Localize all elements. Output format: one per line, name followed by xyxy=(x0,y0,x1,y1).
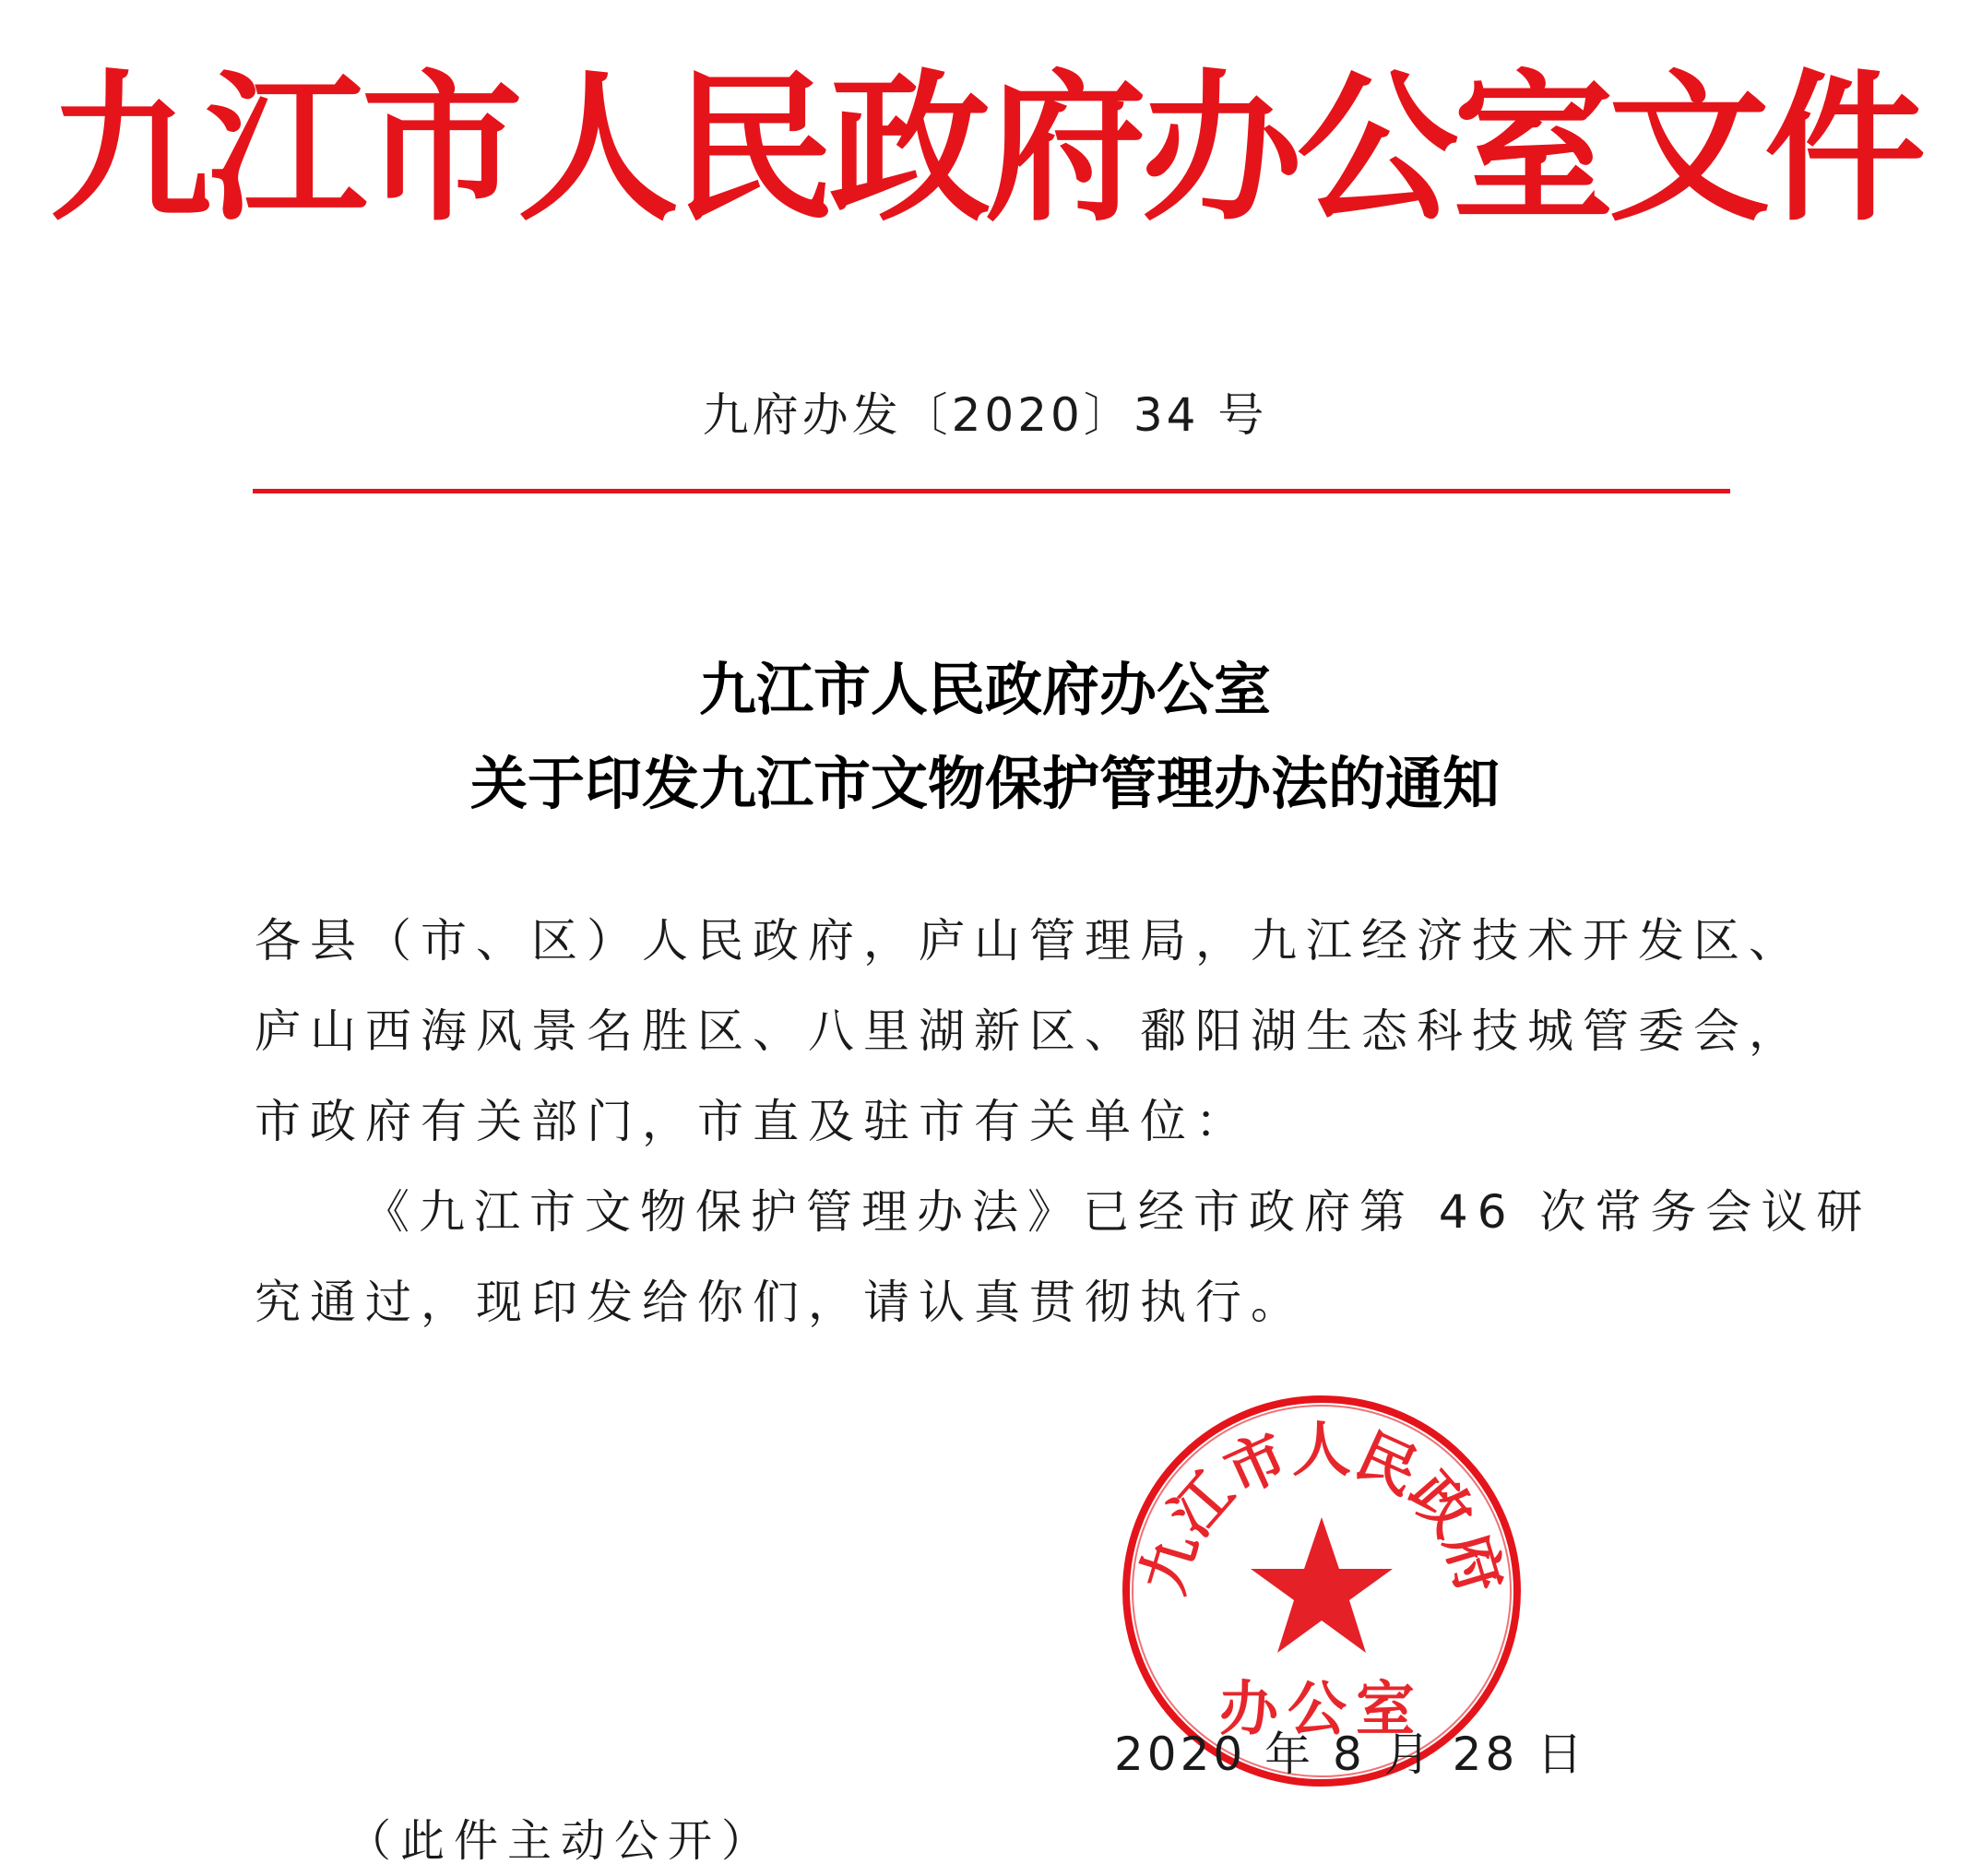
addressee-line-2: 庐山西海风景名胜区、八里湖新区、鄱阳湖生态科技城管委会， xyxy=(255,1004,1804,1058)
document-title-line-1: 九江市人民政府办公室 xyxy=(698,656,1271,723)
masthead-title: 九江市人民政府办公室文件 xyxy=(50,54,1920,243)
document-number: 九府办发〔2020〕34 号 xyxy=(702,388,1268,442)
seal-arc-text: 九江市人民政府 xyxy=(1128,1415,1515,1602)
addressee-line-3: 市政府有关部门，市直及驻市有关单位： xyxy=(255,1095,1251,1148)
body-paragraph-line-2: 究通过，现印发给你们，请认真贯彻执行。 xyxy=(255,1276,1306,1329)
red-divider-line xyxy=(253,489,1730,493)
document-date: 2020 年 8 月 28 日 xyxy=(1114,1728,1587,1781)
addressee-line-1: 各县（市、区）人民政府，庐山管理局，九江经济技术开发区、 xyxy=(255,914,1804,968)
body-paragraph-line-1: 《九江市文物保护管理办法》已经市政府第 46 次常务会议研 xyxy=(363,1185,1872,1239)
seal-bottom-text: 办公室 xyxy=(1219,1675,1424,1744)
star-icon xyxy=(1251,1517,1393,1653)
document-title-line-2: 关于印发九江市文物保护管理办法的通知 xyxy=(469,750,1500,817)
disclosure-note: （此件主动公开） xyxy=(347,1815,776,1867)
